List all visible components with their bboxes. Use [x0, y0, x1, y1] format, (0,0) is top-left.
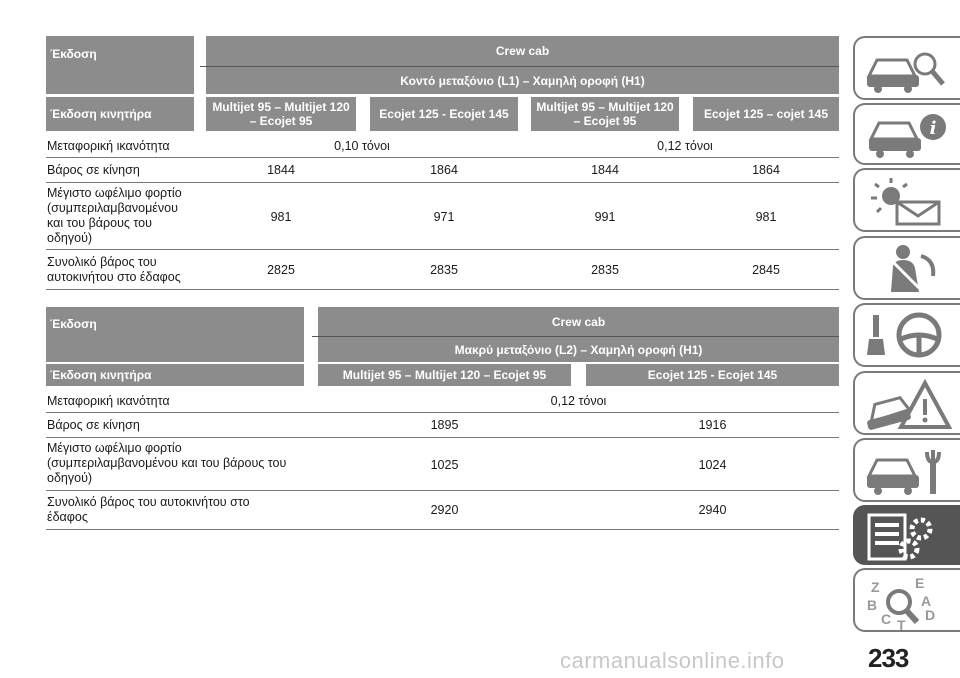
t2-engine-label: Έκδοση κινητήρα	[46, 364, 304, 386]
tab-index[interactable]	[853, 568, 960, 632]
tab-car-info[interactable]	[853, 103, 960, 165]
t2-engine-col-1: Multijet 95 – Multijet 120 – Ecojet 95	[318, 364, 571, 386]
t1-payload-value-1: 0,10 τόνοι	[334, 139, 390, 153]
row-divider	[46, 289, 839, 290]
tab-safety[interactable]	[853, 236, 960, 300]
svg-text:A: A	[921, 593, 932, 609]
t1-engine-col-2: Ecojet 125 - Ecojet 145	[370, 97, 518, 131]
t1-cab-header: Crew cab	[206, 36, 839, 66]
t1-cell: 1864	[430, 163, 458, 177]
seatbelt-airbag-icon	[863, 242, 953, 298]
t1-cell: 2835	[430, 263, 458, 277]
watermark: carmanualsonline.info	[560, 648, 785, 673]
t1-cell: 2825	[267, 263, 295, 277]
row-divider	[46, 157, 839, 158]
t2-row-label: Μέγιστο ωφέλιμο φορτίο (συμπεριλαμβανομένου και του βάρους του οδηγού)	[47, 441, 287, 485]
t2-row-label: Συνολικό βάρος του αυτοκινήτου στο έδαφος	[47, 495, 250, 524]
t2-cell: 1024	[698, 458, 727, 472]
tab-emergency[interactable]	[853, 371, 960, 435]
svg-text:T: T	[897, 617, 906, 632]
car-info-icon	[863, 109, 953, 163]
t1-config-header: Κοντό μεταξόνιο (L1) – Χαμηλή οροφή (H1)	[206, 67, 839, 94]
t2-cell: 2940	[698, 503, 727, 517]
t1-engine-col-3: Multijet 95 – Multijet 120 – Ecojet 95	[531, 97, 679, 131]
t1-cell: 1864	[752, 163, 780, 177]
row-divider	[46, 249, 839, 250]
t1-row-label: Συνολικό βάρος του αυτοκινήτου στο έδαφος	[47, 255, 181, 284]
car-accident-warning-icon	[863, 377, 953, 433]
tab-warning-lights[interactable]	[853, 168, 960, 232]
row-divider	[46, 529, 839, 530]
t2-config-header: Μακρύ μεταξόνιο (L2) – Χαμηλή οροφή (H1)	[318, 337, 839, 362]
t2-cell: 1916	[698, 418, 727, 432]
t1-engine-col-4: Ecojet 125 – cojet 145	[693, 97, 839, 131]
svg-text:Z: Z	[871, 579, 880, 595]
t1-cell: 981	[270, 210, 292, 224]
row-divider	[46, 182, 839, 183]
tab-car-search[interactable]	[853, 36, 960, 100]
t1-payload-label: Μεταφορική ικανότητα	[47, 139, 170, 153]
t1-cell: 1844	[267, 163, 295, 177]
t1-row-label: Μέγιστο ωφέλιμο φορτίο (συμπεριλαμβανομένου και του βάρους του οδηγού)	[47, 186, 182, 245]
t2-cell: 1895	[430, 418, 459, 432]
t2-payload-label: Μεταφορική ικανότητα	[47, 394, 170, 408]
t2-payload-value: 0,12 τόνοι	[550, 394, 607, 408]
t1-payload-value-2: 0,12 τόνοι	[657, 139, 713, 153]
svg-text:i: i	[929, 118, 937, 139]
technical-data-gear-icon	[863, 511, 953, 563]
t1-cell: 2835	[591, 263, 619, 277]
t2-engine-col-2: Ecojet 125 - Ecojet 145	[586, 364, 839, 386]
t1-version-header: Έκδοση	[46, 36, 194, 94]
svg-text:E: E	[915, 575, 925, 591]
t1-cell: 991	[594, 210, 616, 224]
t2-cab-header: Crew cab	[318, 307, 839, 336]
t2-cell: 2920	[430, 503, 459, 517]
row-divider	[46, 437, 839, 438]
t1-cell: 971	[433, 210, 455, 224]
svg-text:C: C	[881, 611, 892, 627]
tab-technical-data[interactable]	[853, 505, 960, 565]
key-steering-wheel-icon	[863, 309, 953, 365]
svg-text:B: B	[867, 597, 878, 613]
page-number: 233	[868, 643, 909, 673]
t1-cell: 981	[755, 210, 777, 224]
car-wrench-icon	[863, 444, 953, 500]
t1-cell: 1844	[591, 163, 619, 177]
t1-engine-col-1: Multijet 95 – Multijet 120 – Ecojet 95	[206, 97, 356, 131]
tab-maintenance[interactable]	[853, 438, 960, 502]
t2-cell: 1025	[430, 458, 459, 472]
row-divider	[46, 490, 839, 491]
alphabetical-index-icon	[863, 574, 953, 632]
t2-row-label: Βάρος σε κίνηση	[47, 418, 140, 432]
car-search-icon	[863, 42, 953, 98]
row-divider	[46, 412, 839, 413]
tab-starting-driving[interactable]	[853, 303, 960, 367]
t1-engine-label: Έκδοση κινητήρα	[46, 97, 194, 131]
svg-text:D: D	[925, 607, 936, 623]
warning-lights-icon	[863, 174, 953, 230]
t1-cell: 2845	[752, 263, 780, 277]
t1-row-label: Βάρος σε κίνηση	[47, 163, 140, 177]
t2-version-header: Έκδοση	[46, 307, 304, 362]
